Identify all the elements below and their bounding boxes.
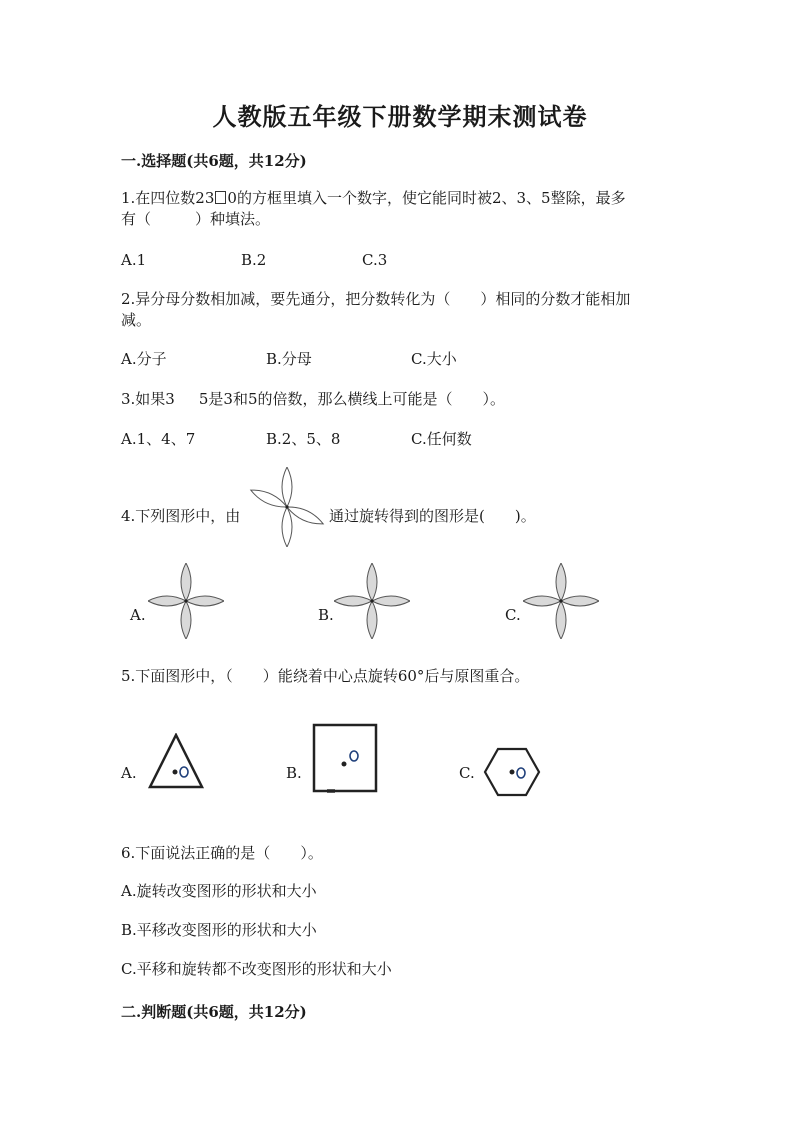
question-3-option-b: B.2、5、8 [266,430,341,448]
question-3-text-b: 5是3和5的倍数，那么横线上可能是（ ）。 [198,390,505,408]
question-5-option-a: A. [121,764,137,782]
hexagon-figure-icon [482,746,542,798]
question-4-option-b: B. [318,606,334,624]
question-1-option-c: C.3 [362,251,388,269]
flower-option-a-icon [148,563,224,639]
flower-option-b-icon [334,563,410,639]
question-2-option-a: A.分子 [121,350,167,368]
question-1-text-a: 1.在四位数23 [121,189,215,207]
question-3-text-a: 3.如果3 [121,390,175,408]
question-1-text-d: ）种填法。 [195,210,271,228]
question-1-option-b: B.2 [241,251,267,269]
question-6-option-b: B.平移改变图形的形状和大小 [121,921,317,939]
question-2-option-c: C.大小 [411,350,457,368]
question-1-text-b: 0的方框里填入一个数字，使它能同时被2、3、5整除，最多 [227,189,626,207]
blank-box-icon [215,191,226,204]
question-2-line-1: 2.异分母分数相加减，要先通分，把分数转化为（ ）相同的分数才能相加 [121,290,631,308]
question-2-line-2: 减。 [121,311,152,329]
question-5-option-b: B. [286,764,302,782]
question-3-line-1 [121,389,505,409]
page-title: 人教版五年级下册数学期末测试卷 [212,102,588,131]
triangle-figure-icon [147,733,205,791]
section-heading-judgment: 二.判断题(共6题，共12分) [121,1003,307,1021]
question-4-text-a: 4.下列图形中，由 [121,507,241,525]
question-4-text-b: 通过旋转得到的图形是( )。 [329,507,536,525]
question-1-line-1 [121,188,626,208]
question-5-option-c: C. [459,764,475,782]
question-6-line-1: 6.下面说法正确的是（ ）。 [121,844,323,862]
flower-option-c-icon [523,563,599,639]
question-1-option-a: A.1 [121,251,147,269]
question-6-option-a: A.旋转改变图形的形状和大小 [121,882,317,900]
question-5-line-1: 5.下面图形中，（ ）能绕着中心点旋转60°后与原图重合。 [121,667,530,685]
question-3-option-c: C.任何数 [411,430,472,448]
square-figure-icon [311,722,379,794]
question-3-option-a: A.1、4、7 [121,430,196,448]
question-4-option-c: C. [505,606,521,624]
four-petal-flower-icon [247,467,327,547]
question-6-option-c: C.平移和旋转都不改变图形的形状和大小 [121,960,392,978]
question-1-line-2 [121,209,270,229]
question-4-option-a: A. [130,606,146,624]
question-1-text-c: 有（ [121,210,152,228]
question-2-option-b: B.分母 [266,350,312,368]
section-heading-choice: 一.选择题(共6题，共12分) [121,152,307,170]
